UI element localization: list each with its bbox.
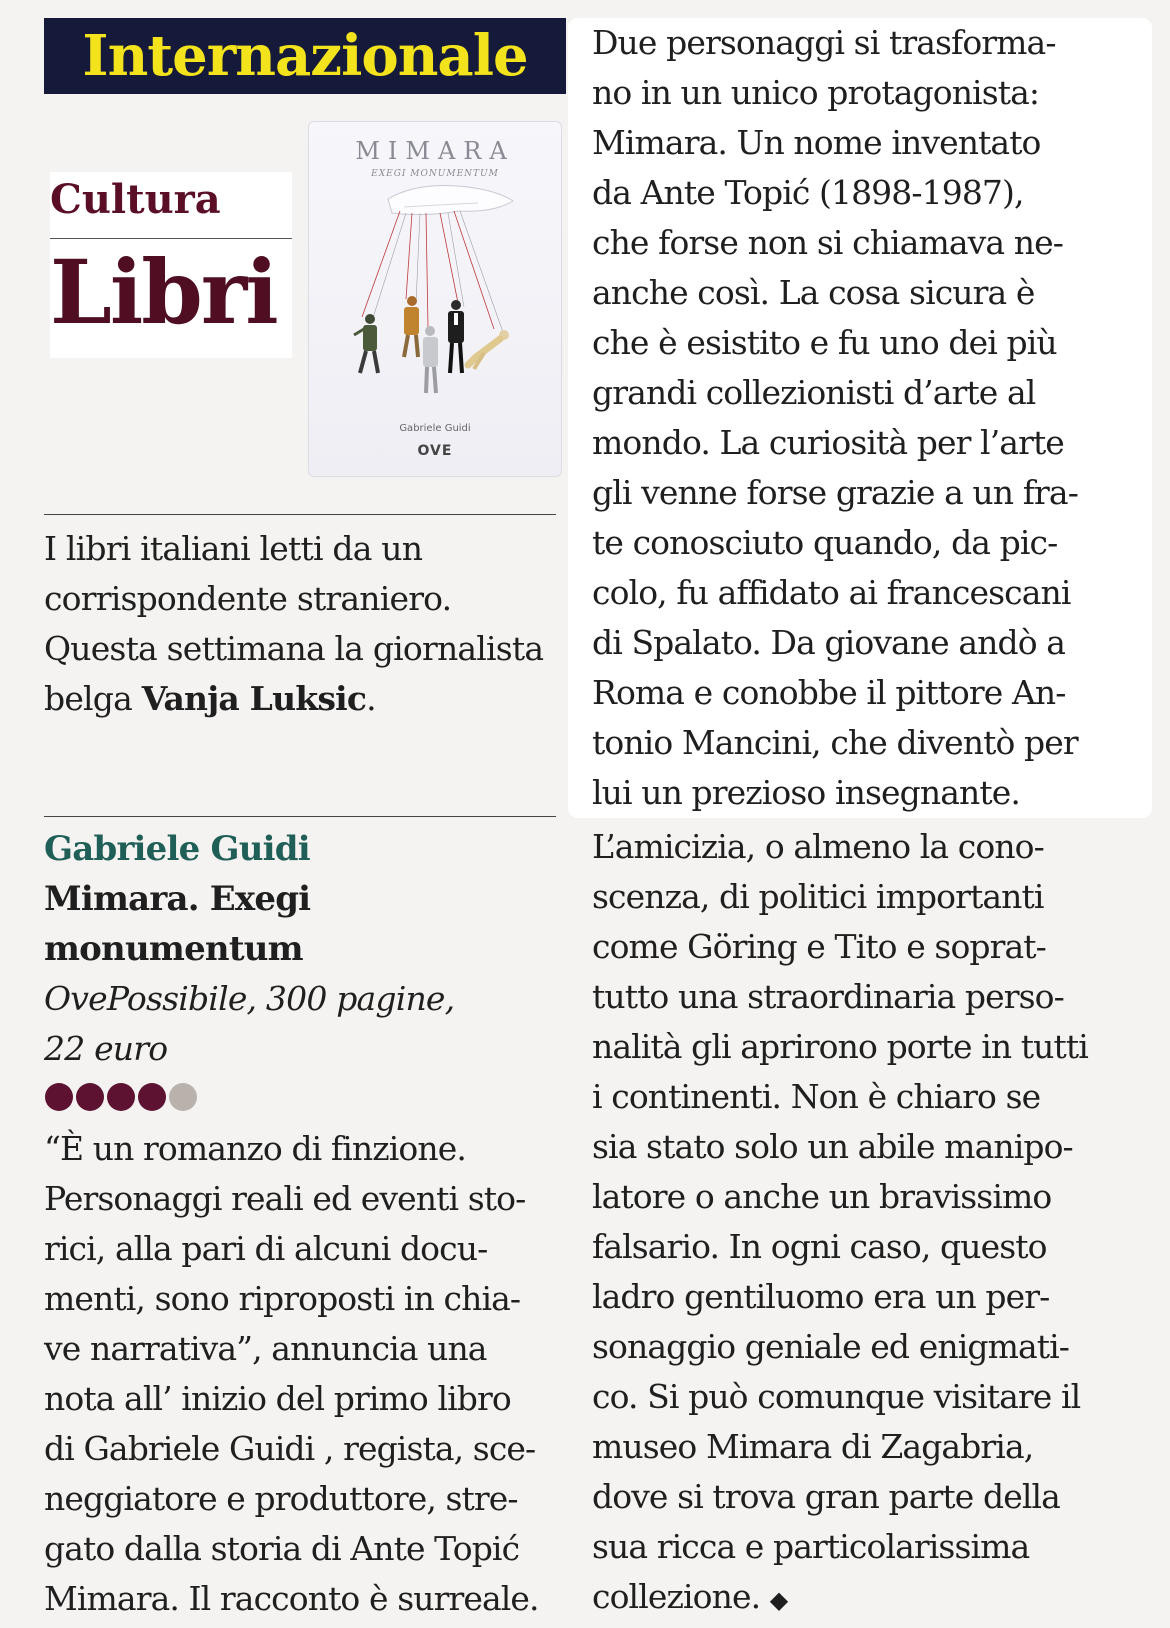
divider-top [44, 514, 556, 515]
article-line: L’amicizia, o almeno la cono- [592, 827, 1044, 866]
article-line: falsario. In ogni caso, questo [592, 1227, 1047, 1266]
rating-dots [45, 1083, 197, 1111]
article-line: co. Si può comunque visitare il [592, 1377, 1081, 1416]
article-line: sia stato solo un abile manipo- [592, 1127, 1073, 1166]
article-line: come Göring e Tito e soprat- [592, 927, 1046, 966]
article-line: di Spalato. Da giovane andò a [592, 623, 1066, 662]
article-line: Mimara. Un nome inventato [592, 123, 1041, 162]
cover-title: MIMARA [355, 137, 515, 165]
article-line: ladro gentiluomo era un per- [592, 1277, 1050, 1316]
article-line: dove si trova gran parte della [592, 1477, 1060, 1516]
rating-dot-empty [169, 1083, 197, 1111]
intro-end: . [366, 679, 376, 718]
article-line: sonaggio geniale ed enigmati- [592, 1327, 1070, 1366]
intro-text: I libri italiani letti da un corrispondente straniero. Questa settimana la giornalista belga [44, 529, 544, 718]
article-line: che forse non si chiamava ne- [592, 223, 1063, 262]
article-line: te conosciuto quando, da pic- [592, 523, 1058, 562]
article-line: nalità gli aprirono porte in tutti [592, 1027, 1088, 1066]
article-line: neggiatore e produttore, stre- [44, 1479, 518, 1518]
divider-middle [44, 816, 556, 817]
cover-subtitle: EXEGI MONUMENTUM [371, 169, 499, 179]
article-line: mondo. La curiosità per l’arte [592, 423, 1064, 462]
article-line: no in un unico protagonista: [592, 73, 1040, 112]
article-line: tutto una straordinaria perso- [592, 977, 1064, 1016]
article-line: anche così. La cosa sicura è [592, 273, 1035, 312]
section-header [50, 172, 292, 358]
book-author: Gabriele Guidi [44, 829, 310, 869]
cover-publisher-logo: OVE [417, 443, 453, 459]
rating-dot-filled [138, 1083, 166, 1111]
article-line: ve narrativa”, annuncia una [44, 1329, 487, 1368]
intro-blurb [44, 524, 564, 724]
article-line: tonio Mancini, che diventò per [592, 723, 1078, 762]
article-column-right-top [568, 18, 1152, 818]
section-kicker: Cultura [50, 176, 221, 223]
article-line: museo Mimara di Zagabria, [592, 1427, 1034, 1466]
article-line: di Gabriele Guidi , regista, sce- [44, 1429, 536, 1468]
section-title: Libri [50, 240, 277, 344]
masthead-title: Internazionale [82, 23, 528, 89]
article-line: Personaggi reali ed eventi sto- [44, 1179, 526, 1218]
article-line: collezione. [592, 1577, 761, 1616]
book-price: 22 euro [44, 1029, 168, 1068]
end-mark-icon: ◆ [769, 1586, 788, 1614]
article-line: Mimara. Il racconto è surreale. [44, 1579, 539, 1618]
article-line: menti, sono riproposti in chia- [44, 1279, 521, 1318]
article-line: latore o anche un bravissimo [592, 1177, 1052, 1216]
rating-dot-filled [76, 1083, 104, 1111]
article-line: Roma e conobbe il pittore An- [592, 673, 1066, 712]
masthead-logo [44, 18, 566, 94]
section-divider [50, 238, 292, 239]
rating-dot-filled [107, 1083, 135, 1111]
book-title: Mimara. Exegi monumentum [44, 879, 311, 969]
article-line: grandi collezionisti d’arte al [592, 373, 1036, 412]
journalist-name: Vanja Luksic [141, 679, 367, 718]
book-cover-image [308, 121, 562, 477]
cover-author: Gabriele Guidi [399, 423, 471, 434]
article-column-left [44, 1124, 539, 1624]
article-line: Due personaggi si trasforma- [592, 23, 1056, 62]
publisher-line: OvePossibile, 300 pagine, [44, 979, 455, 1018]
article-line: gato dalla storia di Ante Topić [44, 1529, 520, 1568]
book-publisher-info [44, 974, 544, 1074]
article-line: che è esistito e fu uno dei più [592, 323, 1057, 362]
article-line: lui un prezioso insegnante. [592, 773, 1020, 812]
article-line: scenza, di politici importanti [592, 877, 1044, 916]
article-line: i continenti. Non è chiaro se [592, 1077, 1041, 1116]
article-line: nota all’ inizio del primo libro [44, 1379, 511, 1418]
article-line: “È un romanzo di finzione. [44, 1129, 466, 1168]
article-line: gli venne forse grazie a un fra- [592, 473, 1078, 512]
article-line: colo, fu affidato ai francescani [592, 573, 1071, 612]
rating-dot-filled [45, 1083, 73, 1111]
article-line: sua ricca e particolarissima [592, 1527, 1030, 1566]
article-column-right-bottom [592, 822, 1088, 1622]
article-line: da Ante Topić (1898-1987), [592, 173, 1024, 212]
article-last-line [592, 1572, 1088, 1622]
article-line: rici, alla pari di alcuni docu- [44, 1229, 488, 1268]
